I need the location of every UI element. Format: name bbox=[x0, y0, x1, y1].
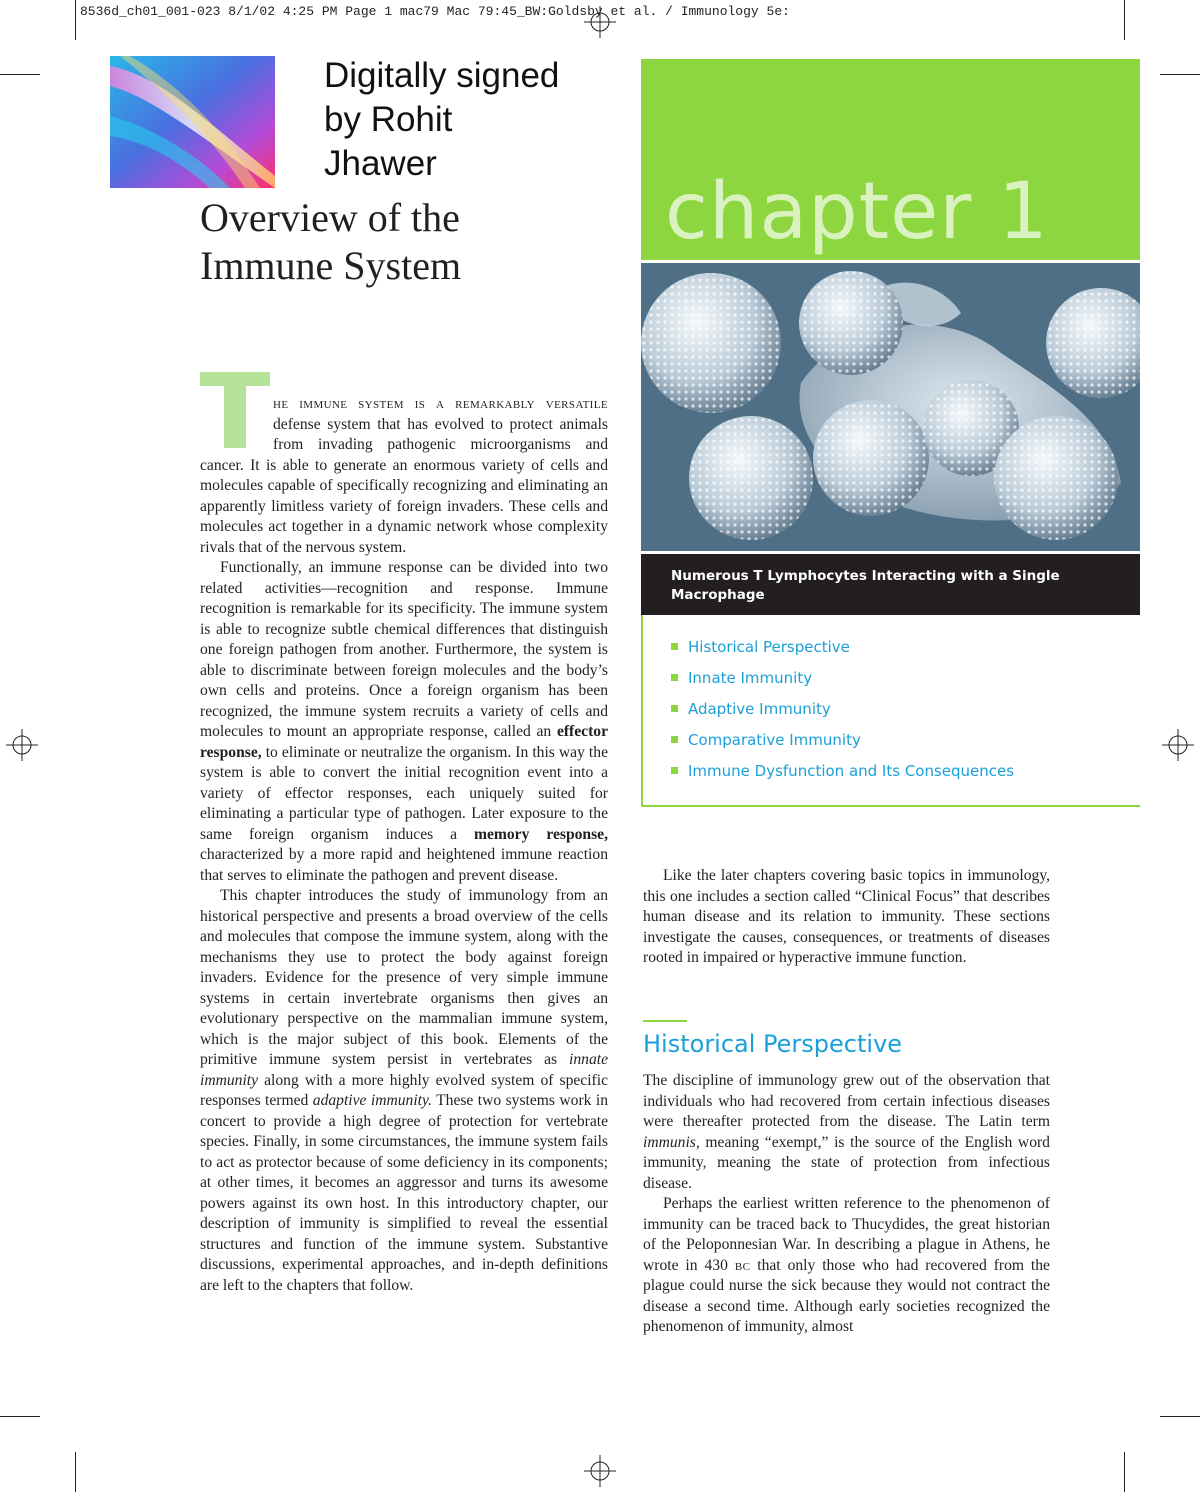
chapter-title-line: Overview of the bbox=[200, 195, 460, 240]
signature-logo bbox=[110, 56, 275, 188]
paragraph: he immune system is a remarkably versatile defense system that has evolved to protect animals from invading pathogenic microorganisms and cancer. It is able to generate an enormous variety of cells and molecules capable of specifically recognizing and eliminating an apparently limitless variety of foreign invaders. These cells and molecules act together in a dynamic network whose complexity rivals that of the nervous system. bbox=[200, 372, 608, 558]
crop-mark bbox=[1160, 1416, 1200, 1417]
outline-item[interactable]: Comparative Immunity bbox=[671, 730, 1014, 761]
registration-mark-icon bbox=[584, 6, 616, 38]
bullet-icon bbox=[671, 674, 678, 681]
chapter-number: chapter 1 bbox=[665, 167, 1049, 257]
micrograph-image bbox=[641, 263, 1140, 551]
signature-line: Digitally signed bbox=[324, 56, 560, 95]
crop-mark bbox=[1124, 0, 1125, 40]
outline-item[interactable]: Immune Dysfunction and Its Consequences bbox=[671, 761, 1014, 792]
heading-rule bbox=[643, 1020, 687, 1022]
figure-caption bbox=[641, 554, 1140, 615]
section-heading: Historical Perspective bbox=[643, 1030, 903, 1058]
paragraph: This chapter introduces the study of immunology from an historical perspective and presents a broad overview of the cells and molecules that compose the immune system, along with the mechanisms they use to protect the body against foreign invaders. Evidence for the presence of very simple immune systems in certain invertebrate organisms then gives an evolutionary perspective on the mammalian immune system, which is the major subject of this book. Elements of the primitive immune system persist in vertebrates as innate immunity along with a more highly evolved system of specific responses termed adaptive immunity. These two systems work in concert to provide a high degree of protection for vertebrate species. Finally, in some circumstances, the immune system fails to act as protector because of some deficiency in its components; at other times, it becomes an aggressor and turns its awesome powers against its own host. In this introductory chapter, our description of immunity is simplified to reveal the essential structures and function of the immune system. Substantive discussions, experimental approaches, and in-depth definitions are left to the chapters that follow. bbox=[200, 887, 608, 1294]
paragraph: Perhaps the earliest written reference to the phenomenon of immunity can be traced back to Thucydides, the great historian of the Peloponnesian War. In describing a plague in Athens, he wrote in 430 bc that only those who had recovered from the plague could nurse the sick because they would not contract the disease a second time. Although early societies recognized the phenomenon of immunity, almost bbox=[643, 1195, 1050, 1335]
chapter-outline bbox=[641, 615, 1140, 807]
registration-mark-icon bbox=[584, 1455, 616, 1487]
registration-mark-icon bbox=[1162, 729, 1194, 761]
crop-mark bbox=[75, 1452, 76, 1492]
crop-mark bbox=[0, 74, 40, 75]
lead-in: he immune system is a remarkably versatile bbox=[273, 395, 608, 412]
outline-item[interactable]: Innate Immunity bbox=[671, 668, 1014, 699]
chapter-title bbox=[200, 194, 461, 290]
drop-cap bbox=[200, 372, 270, 448]
left-body-column bbox=[200, 372, 608, 1296]
paragraph: The discipline of immunology grew out of the observation that individuals who had recovered from certain infectious diseases were thereafter protected from the disease. The Latin term immunis, meaning “exempt,” is the source of the English word immunity, meaning the state of protection from infectious disease. bbox=[643, 1072, 1050, 1192]
paragraph: Functionally, an immune response can be divided into two related activities—recognition and response. Immune recognition is remarkable for its specificity. The immune system is able to recognize subtle chemical differences that distinguish one foreign pathogen from another. Furthermore, the system is able to discriminate between foreign molecules and the body’s own cells and proteins. Once a foreign organism has been recognized, the immune system recruits a variety of cells and molecules to mount an appropriate response, called an effector response, to eliminate or neutralize the organism. In this way the system is able to convert the initial recognition event into a variety of effector responses, each uniquely suited for eliminating a particular type of pathogen. Later exposure to the same foreign organism induces a memory response, characterized by a more rapid and heightened immune reaction that serves to eliminate the pathogen and prevent disease. bbox=[200, 559, 608, 884]
right-intro-column bbox=[643, 866, 1050, 969]
bullet-icon bbox=[671, 736, 678, 743]
bullet-icon bbox=[671, 767, 678, 774]
caption-line: Macrophage bbox=[671, 587, 765, 603]
signature-line: Jhawer bbox=[324, 144, 437, 183]
digital-signature bbox=[324, 54, 559, 186]
outline-item[interactable]: Historical Perspective bbox=[671, 637, 1014, 668]
printer-slug: 8536d_ch01_001-023 8/1/02 4:25 PM Page 1 mac79 Mac 79:45_BW:Goldsby et al. / Immunology 5e: bbox=[80, 4, 790, 19]
outline-item[interactable]: Adaptive Immunity bbox=[671, 699, 1014, 730]
crop-mark bbox=[0, 1416, 40, 1417]
crop-mark bbox=[1160, 74, 1200, 75]
signature-line: by Rohit bbox=[324, 100, 453, 139]
chapter-title-line: Immune System bbox=[200, 243, 462, 288]
crop-mark bbox=[1124, 1452, 1125, 1492]
crop-mark bbox=[75, 0, 76, 40]
bullet-icon bbox=[671, 643, 678, 650]
paragraph: Like the later chapters covering basic topics in immunology, this one includes a section called “Clinical Focus” that describes human disease and its relation to immunity. These sections investigate the causes, consequences, or treatments of diseases rooted in impaired or hyperactive immune function. bbox=[643, 867, 1050, 966]
bullet-icon bbox=[671, 705, 678, 712]
right-body-column bbox=[643, 1071, 1050, 1338]
registration-mark-icon bbox=[6, 729, 38, 761]
caption-line: Numerous T Lymphocytes Interacting with a Single bbox=[671, 568, 1060, 584]
chapter-band bbox=[641, 59, 1140, 260]
